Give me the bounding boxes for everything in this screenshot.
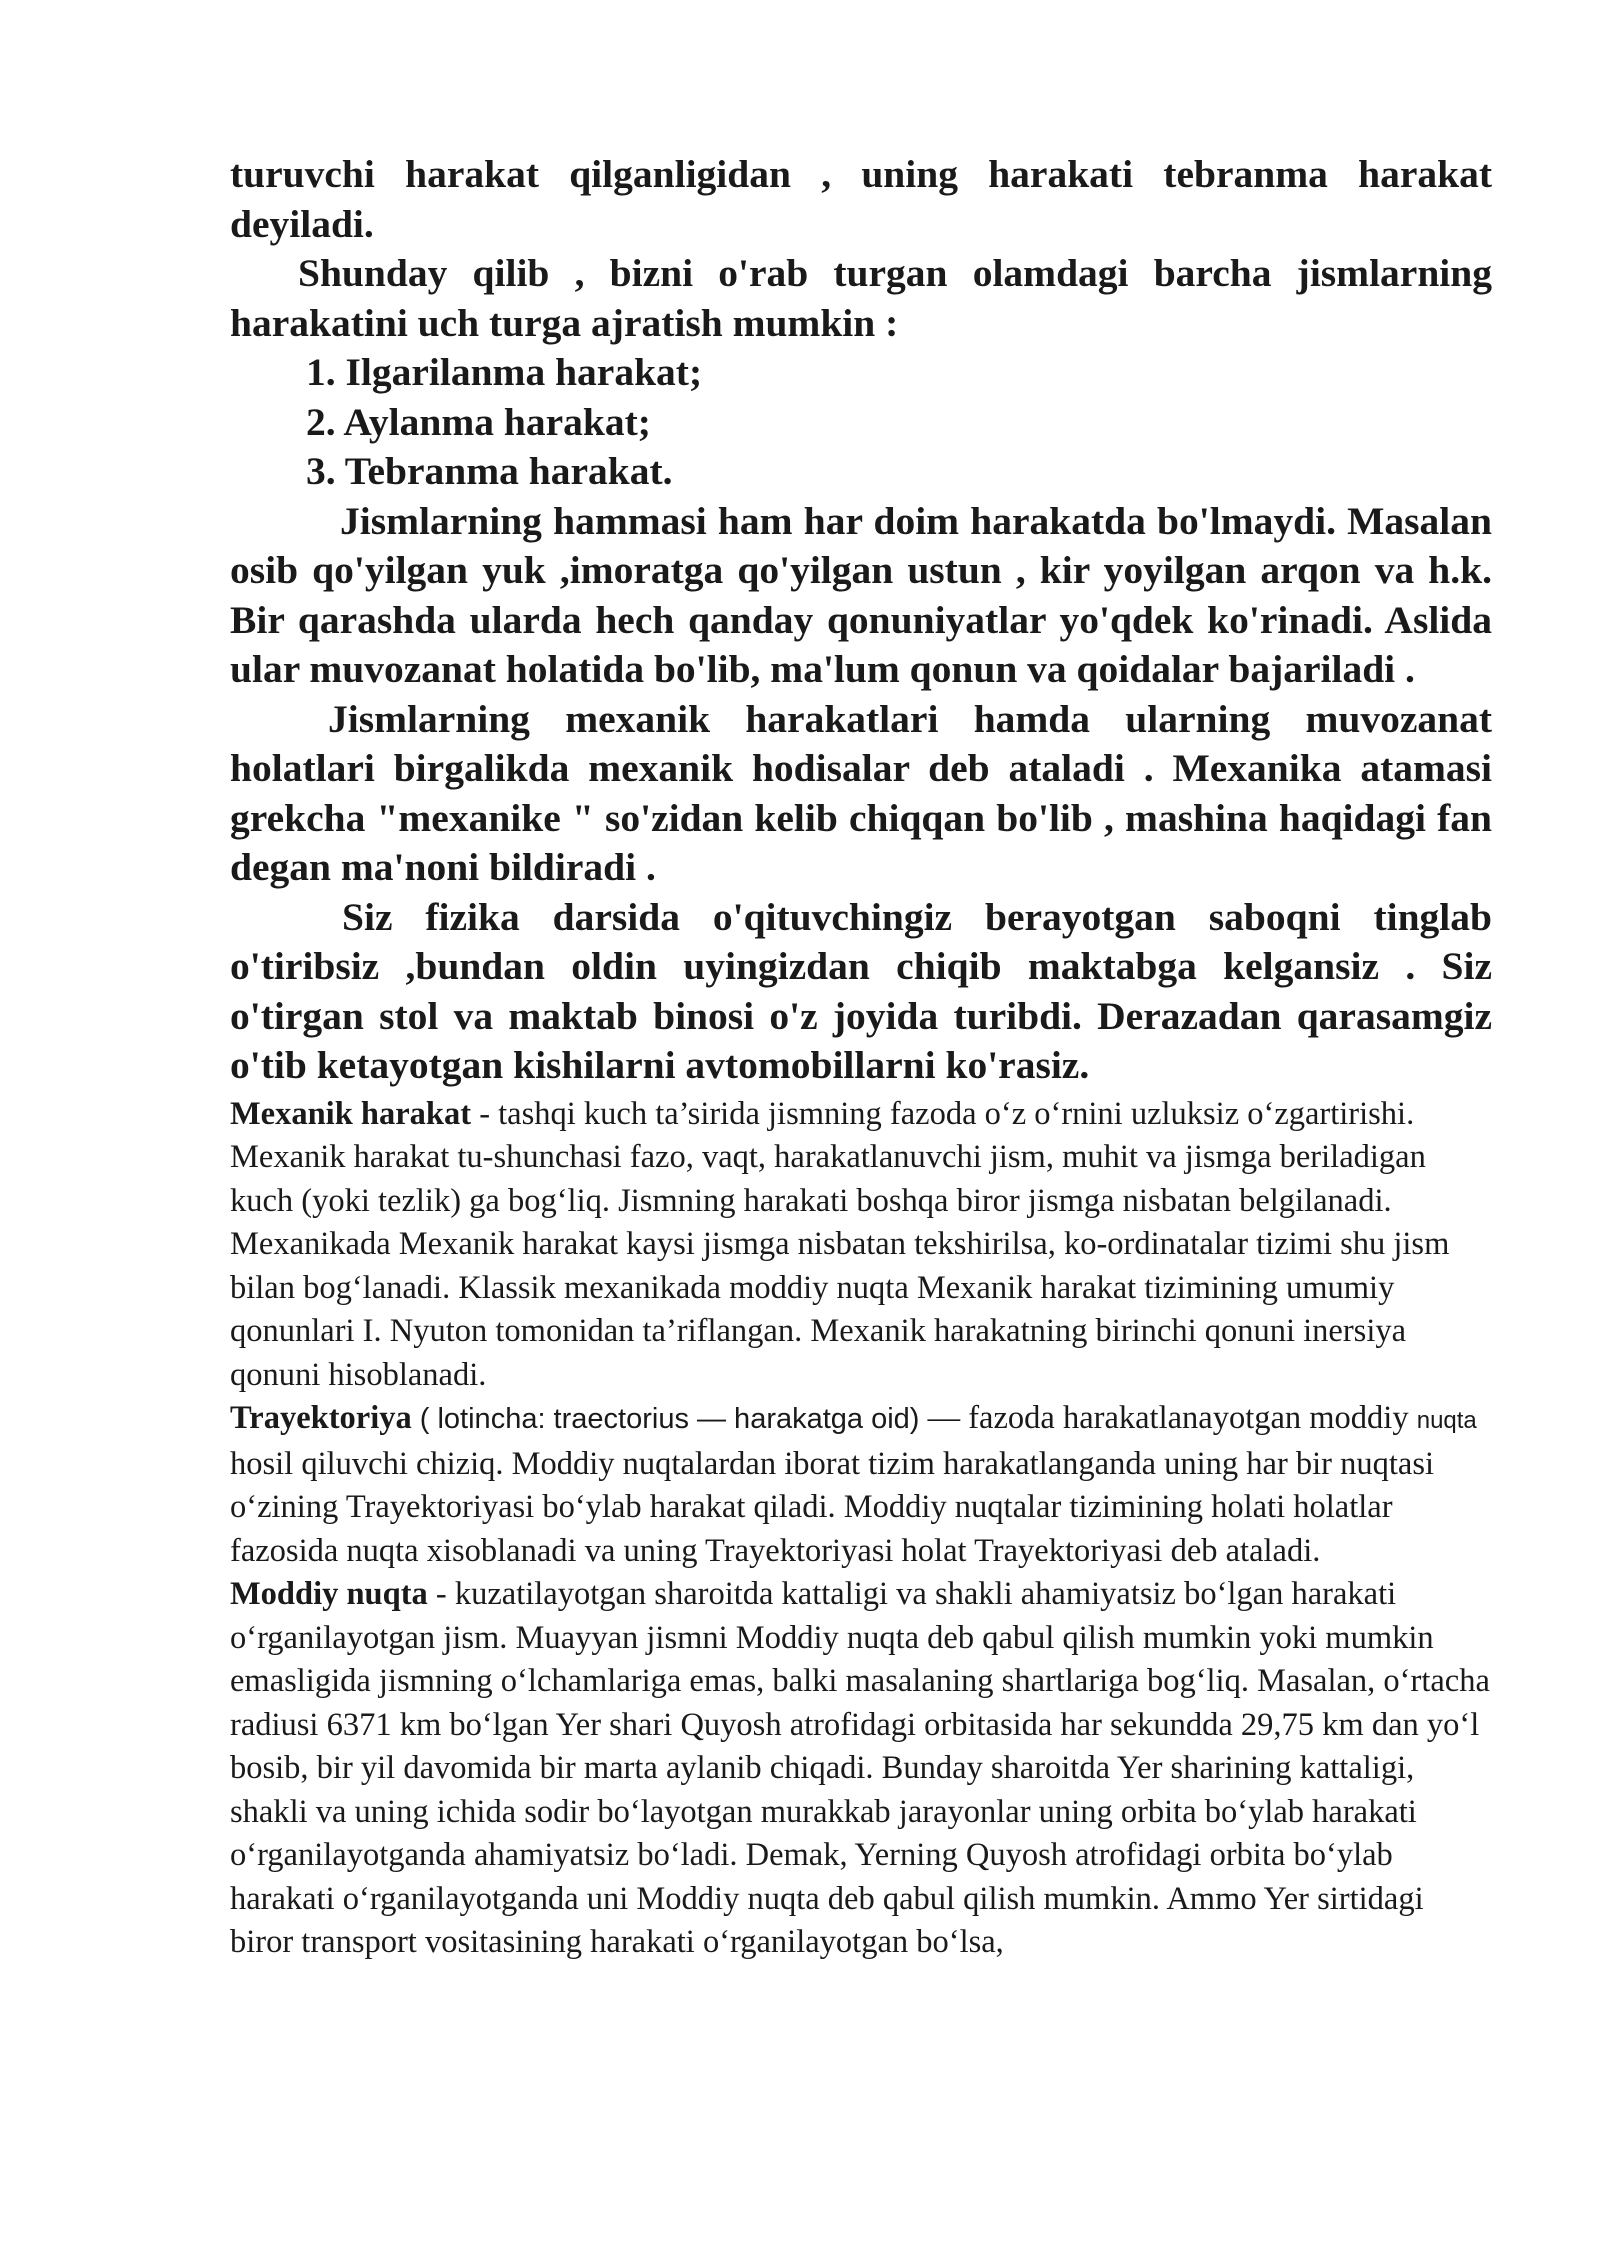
- bold-text-block: [230, 150, 1492, 1091]
- paragraph-classroom-example: Siz fizika darsida o'qituvchingiz berayotgan saboqni tinglab o'tiribsiz ,bundan oldin uyingizdan chiqib maktabga kelgansiz . Siz o'tirgan stol va maktab binosi o'z joyida turibdi. Derazadan qarasamgiz o'tib ketayotgan kishilarni avtomobillarni ko'rasiz.: [230, 894, 1492, 1087]
- definition-text: - tashqi kuch ta’sirida jismning fazoda o‘z o‘rnini uzluksiz o‘zgartirishi. Mexanik harakat tu-shunchasi fazo, vaqt, harakatlanuvchi jism, muhit va jismga beriladigan kuch (yoki tezlik) ga bog‘liq. Jismning harakati boshqa biror jismga nisbatan belgilanadi. Mexanikada Mexanik harakat kaysi jismga nisbatan tekshirilsa, ko-ordinatalar tizimi shu jism bilan bog‘lanadi. Klassik mexanikada moddiy nuqta Mexanik harakat tizimining umumiy qonunlari I. Nyuton tomonidan ta’riflangan. Mexanik harakatning birinchi qonuni inersiya qonuni hisoblanadi.: [230, 1095, 1450, 1393]
- definition-mechanical-motion: [230, 1093, 1492, 1398]
- paragraph-vibration-end: turuvchi harakat qilganligidan , uning harakati tebranma harakat deyiladi.: [230, 152, 1492, 246]
- list-item: 2. Aylanma harakat;: [306, 399, 651, 444]
- term-label: Trayektoriya: [230, 1400, 412, 1436]
- etymology-note: ( lotincha: traectorius — harakatga oid): [411, 1403, 920, 1435]
- definitions-block: [230, 1093, 1492, 1965]
- small-word: nuqta: [1416, 1407, 1477, 1434]
- definition-text: hosil qiluvchi chiziq. Moddiy nuqtalardan iborat tizim harakatlanganda uning har bir nuqtasi o‘zining Trayektoriyasi bo‘ylab harakat qiladi. Moddiy nuqtalar tizimining holati holatlar fazosida nuqta xisoblanadi va uning Trayektoriyasi holat Trayektoriyasi deb ataladi.: [230, 1445, 1435, 1569]
- page-content: [230, 150, 1492, 1965]
- list-item: 3. Tebranma harakat.: [306, 449, 673, 493]
- paragraph-motion-types-intro: Shunday qilib , bizni o'rab turgan olamdagi barcha jismlarning harakatini uch turga ajratish mumkin :: [230, 251, 1492, 345]
- definition-material-point: [230, 1573, 1492, 1965]
- paragraph-equilibrium: Jismlarning hammasi ham har doim harakatda bo'lmaydi. Masalan osib qo'yilgan yuk ,imoratga qo'yilgan ustun , kir yoyilgan arqon va h.k. Bir qarashda ularda hech qanday qonuniyatlar yo'qdek ko'rinadi. Aslida ular muvozanat holatida bo'lib, ma'lum qonun va qoidalar bajariladi .: [230, 498, 1492, 691]
- definition-text: — fazoda harakatlanayotgan moddiy: [919, 1400, 1417, 1436]
- definition-text: - kuzatilayotgan sharoitda kattaligi va shakli ahamiyatsiz bo‘lgan harakati o‘rganilayotgan jism. Muayyan jismni Moddiy nuqta deb qabul qilish mumkin yoki mumkin emasligida jismning o‘lchamlariga emas, balki masalaning shartlariga bog‘liq. Masalan, o‘rtacha radiusi 6371 km bo‘lgan Yer shari Quyosh atrofidagi orbitasida har sekundda 29,75 km dan yo‘l bosib, bir yil davomida bir marta aylanib chiqadi. Bunday sharoitda Yer sharining kattaligi, shakli va uning ichida sodir bo‘layotgan murakkab jarayonlar uning orbita bo‘ylab harakati o‘rganilayotganda ahamiyatsiz bo‘ladi. Demak, Yerning Quyosh atrofidagi orbita bo‘ylab harakati o‘rganilayotganda uni Moddiy nuqta deb qabul qilish mumkin. Ammo Yer sirtidagi biror transport vositasining harakati o‘rganilayotgan bo‘lsa,: [230, 1576, 1490, 1960]
- paragraph-mechanics-term: Jismlarning mexanik harakatlari hamda ularning muvozanat holatlari birgalikda mexanik hodisalar deb ataladi . Mexanika atamasi grekcha "mexanike " so'zidan kelib chiqqan bo'lib , mashina haqidagi fan degan ma'noni bildiradi .: [230, 696, 1492, 889]
- list-item: 1. Ilgarilanma harakat;: [306, 350, 703, 394]
- definition-trajectory: [230, 1397, 1492, 1573]
- term-label: Moddiy nuqta: [230, 1576, 428, 1612]
- term-label: Mexanik harakat: [230, 1095, 472, 1132]
- motion-types-list: [230, 348, 1492, 497]
